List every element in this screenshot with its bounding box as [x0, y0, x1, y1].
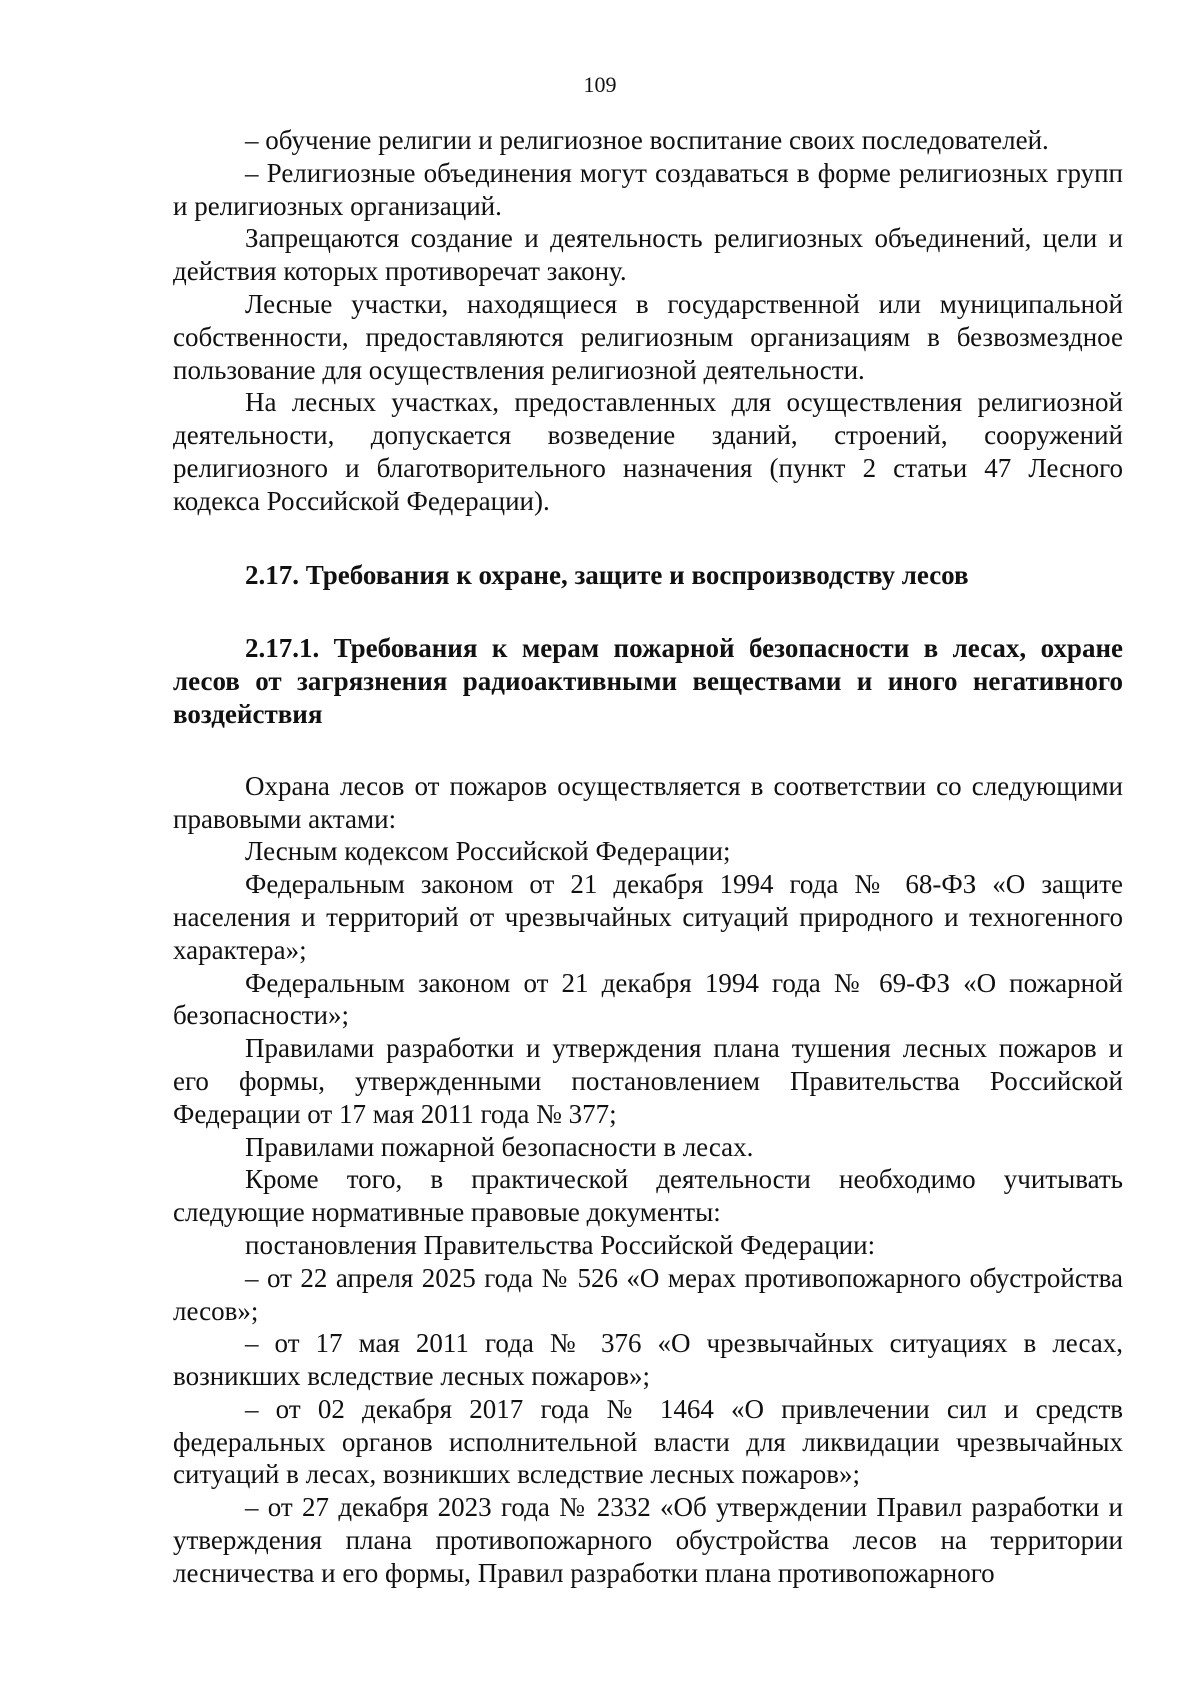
paragraph: – обучение религии и религиозное воспитание своих последователей.: [245, 125, 1049, 155]
paragraph: постановления Правительства Российской Федерации:: [245, 1229, 876, 1260]
paragraph: Лесным кодексом Российской Федерации;: [245, 836, 731, 867]
paragraph: Федеральным законом от 21 декабря 1994 года № 68-ФЗ «О защите населения и территорий от чрезвычайных ситуаций природного и техногенного характера»;: [173, 869, 1123, 965]
paragraph: – Религиозные объединения могут создаваться в форме религиозных групп и религиозных организаций.: [173, 157, 1123, 221]
list-item: – от 02 декабря 2017 года № 1464 «О привлечении сил и средств федеральных органов исполнительной власти для ликвидации чрезвычайных ситуаций в лесах, возникших вследствие лесных пожаров»;: [173, 1393, 1123, 1490]
page-number: 109: [583, 72, 617, 97]
paragraph: Правилами пожарной безопасности в лесах.: [245, 1131, 754, 1162]
paragraph: Федеральным законом от 21 декабря 1994 года № 69-ФЗ «О пожарной безопасности»;: [173, 967, 1123, 1031]
paragraph: На лесных участках, предоставленных для осуществления религиозной деятельности, допускается возведение зданий, строений, сооружений религиозного и благотворительного назначения (пункт 2 статьи 47 Лесного кодекса Российской Федерации).: [173, 387, 1123, 516]
list-item: – от 27 декабря 2023 года № 2332 «Об утверждении Правил разработки и утверждения плана противопожарного обустройства лесов на территории лесничества и его формы, Правил разработки плана противопожарного: [173, 1492, 1123, 1588]
paragraph: Лесные участки, находящиеся в государственной или муниципальной собственности, предоставляются религиозным организациям в безвозмездное пользование для осуществления религиозной деятельности.: [173, 288, 1123, 385]
paragraph: Правилами разработки и утверждения плана тушения лесных пожаров и его формы, утвержденными постановлением Правительства Российской Федерации от 17 мая 2011 года № 377;: [173, 1033, 1123, 1129]
paragraph: Запрещаются создание и деятельность религиозных объединений, цели и действия которых противоречат закону.: [173, 223, 1123, 287]
paragraph: Кроме того, в практической деятельности необходимо учитывать следующие нормативные правовые документы:: [173, 1164, 1123, 1228]
list-item: – от 17 мая 2011 года № 376 «О чрезвычайных ситуациях в лесах, возникших вследствие лесных пожаров»;: [173, 1328, 1123, 1392]
list-item: – от 22 апреля 2025 года № 526 «О мерах противопожарного обустройства лесов»;: [173, 1262, 1123, 1326]
paragraph: Охрана лесов от пожаров осуществляется в соответствии со следующими правовыми актами:: [173, 770, 1123, 834]
section-heading: 2.17. Требования к охране, защите и воспроизводству лесов: [245, 559, 969, 590]
page-content: [173, 124, 1123, 1590]
subsection-heading: 2.17.1. Требования к мерам пожарной безопасности в лесах, охране лесов от загрязнения радиоактивными веществами и иного негативного воздействия: [173, 633, 1123, 729]
